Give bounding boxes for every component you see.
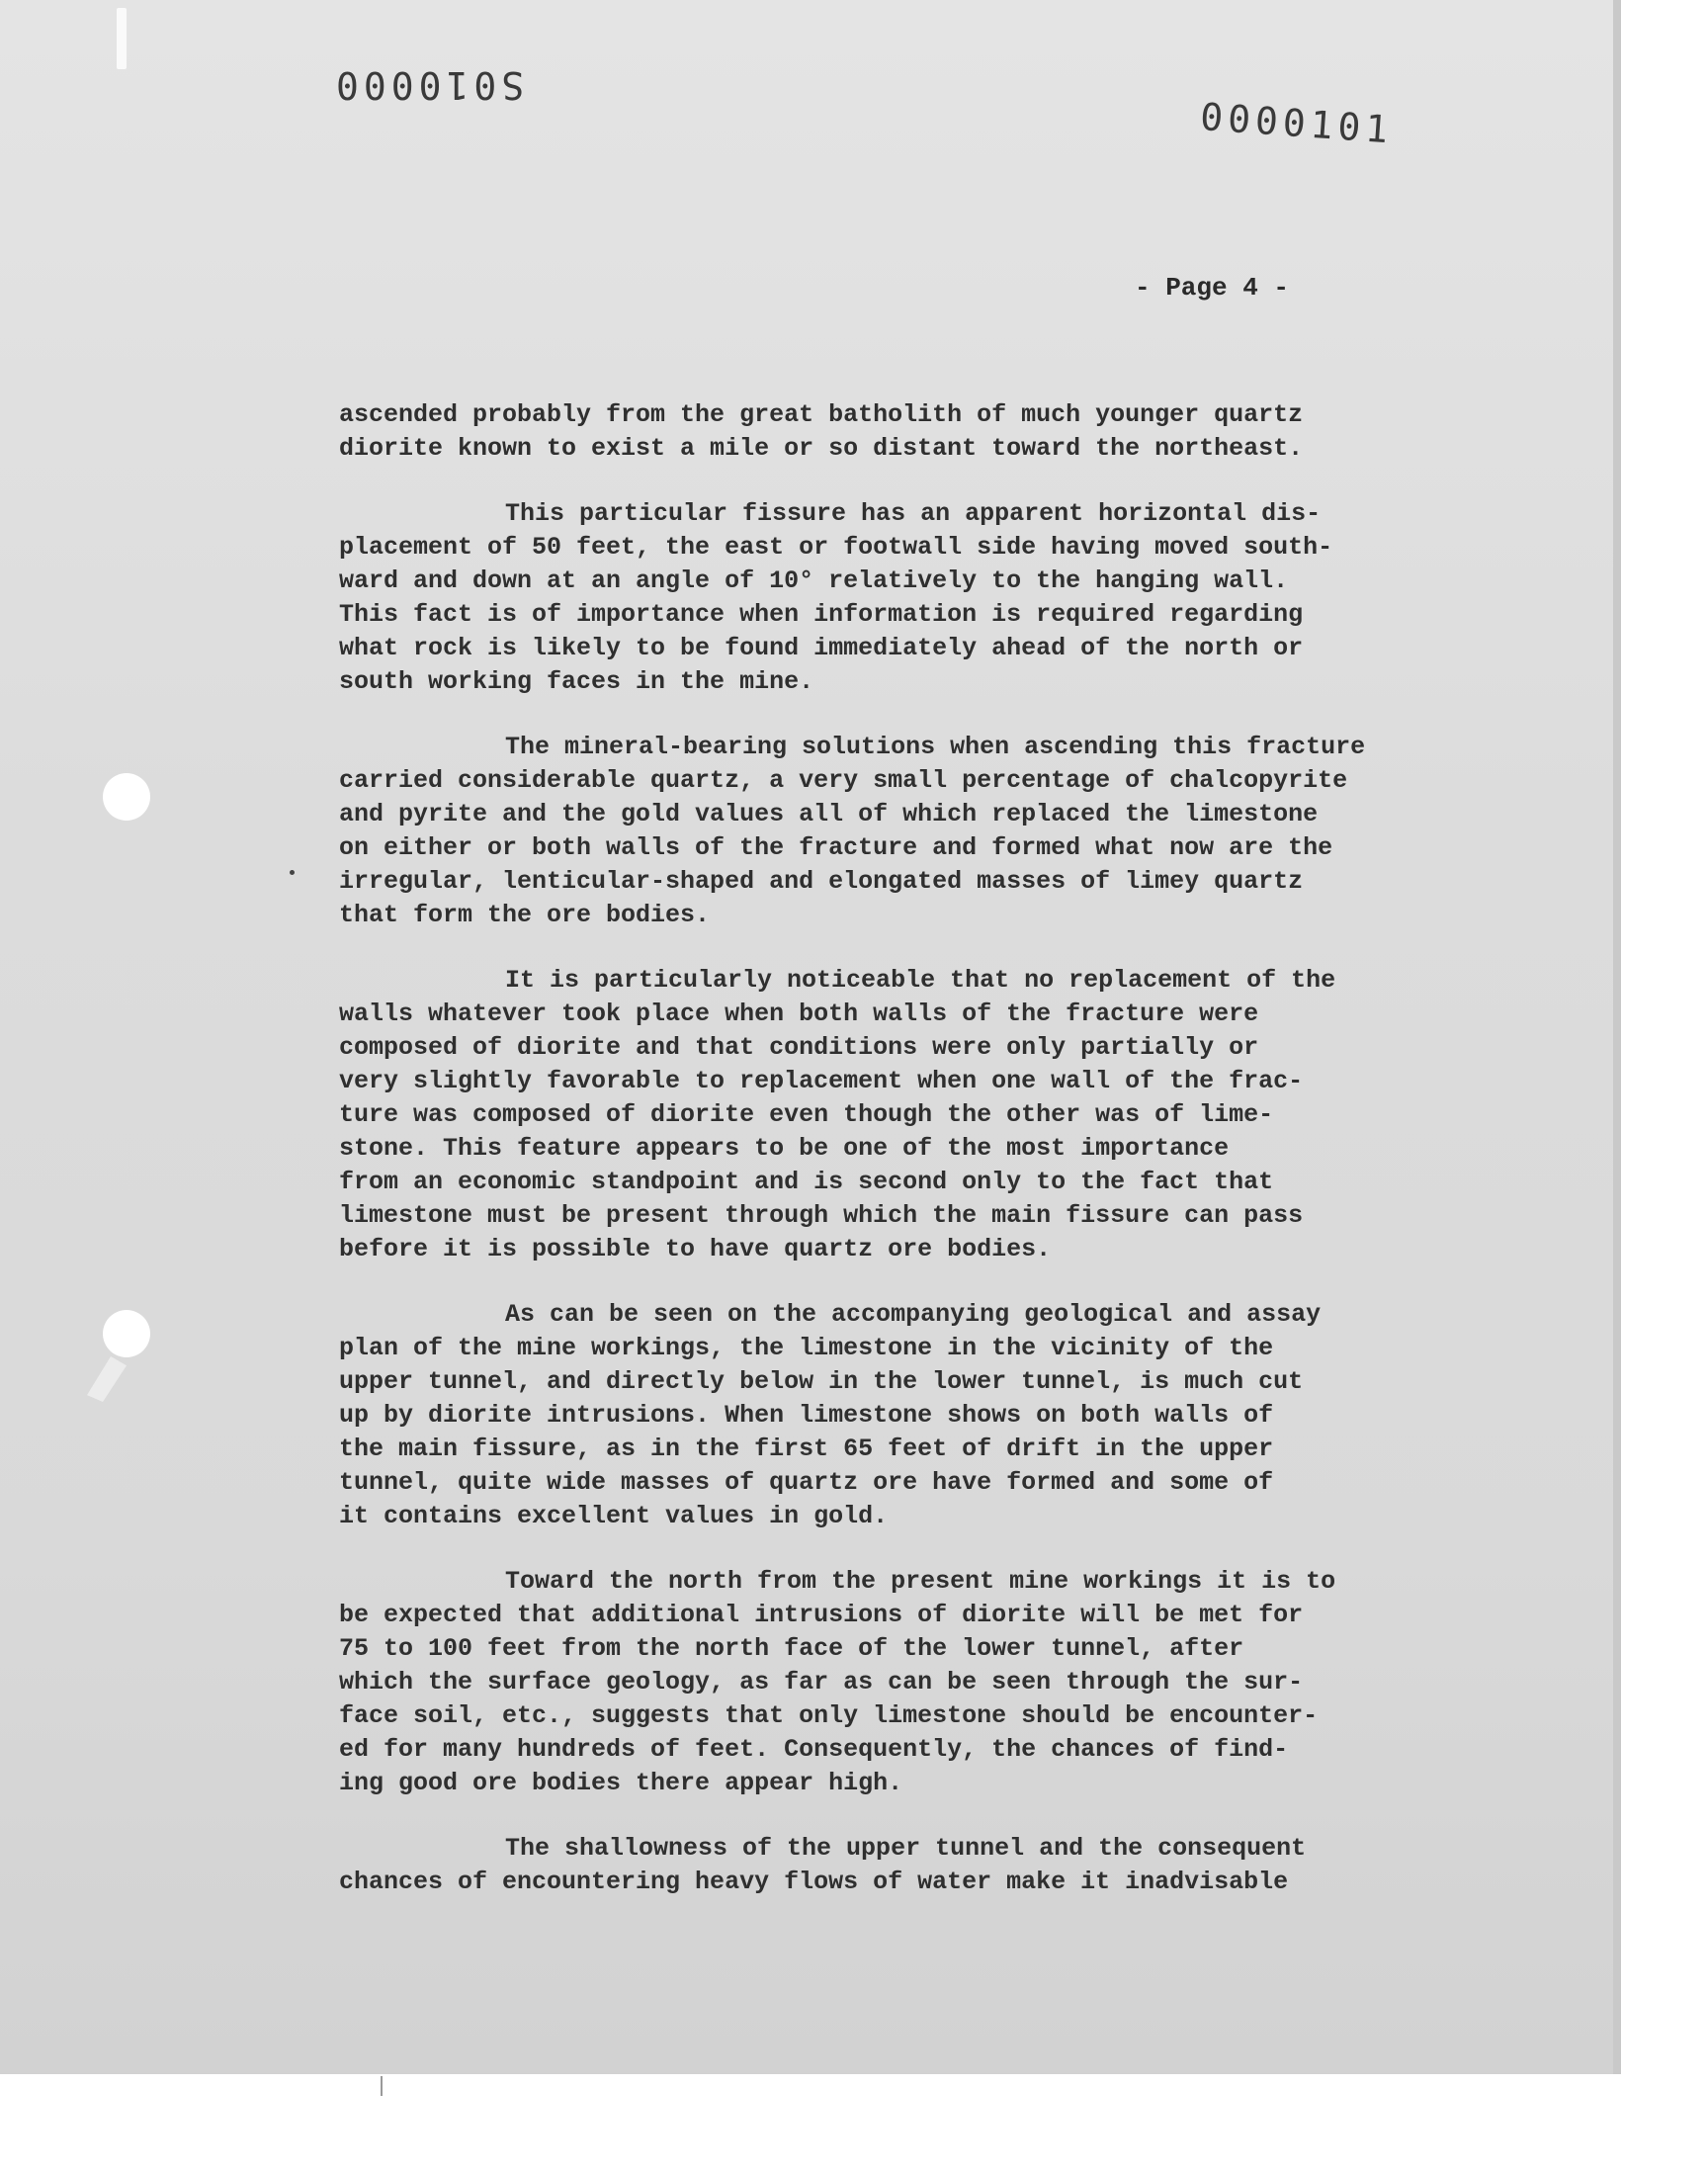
text-line: upper tunnel, and directly below in the lower tunnel, is much cut — [339, 1367, 1304, 1396]
text-line: As can be seen on the accompanying geological and assay — [505, 1300, 1322, 1329]
paragraph — [339, 1298, 1456, 1533]
text-line: The mineral-bearing solutions when ascending this fracture — [505, 733, 1366, 761]
text-line: ed for many hundreds of feet. Consequently, the chances of find- — [339, 1735, 1289, 1764]
text-line: composed of diorite and that conditions were only partially or — [339, 1033, 1259, 1062]
page-number: - Page 4 - — [1135, 273, 1290, 303]
text-line: ing good ore bodies there appear high. — [339, 1769, 903, 1797]
text-line: irregular, lenticular-shaped and elongated masses of limey quartz — [339, 867, 1304, 896]
text-line: that form the ore bodies. — [339, 901, 711, 929]
body-text — [339, 398, 1456, 1931]
paragraph — [339, 964, 1456, 1266]
text-line: limestone must be present through which the main fissure can pass — [339, 1201, 1304, 1230]
paragraph — [339, 497, 1456, 699]
paragraph — [339, 398, 1456, 466]
text-line: face soil, etc., suggests that only limestone should be encounter- — [339, 1701, 1319, 1730]
text-line: placement of 50 feet, the east or footwall side having moved south- — [339, 533, 1333, 562]
text-line: carried considerable quartz, a very small percentage of chalcopyrite — [339, 766, 1348, 795]
paragraph — [339, 1832, 1456, 1899]
text-line: be expected that additional intrusions of diorite will be met for — [339, 1601, 1304, 1629]
punch-hole-top — [103, 773, 150, 821]
page-edge-shadow — [1613, 0, 1621, 2074]
text-line: ascended probably from the great batholith of much younger quartz — [339, 400, 1304, 429]
text-line: up by diorite intrusions. When limestone shows on both walls of — [339, 1401, 1274, 1430]
text-line: ward and down at an angle of 10° relatively to the hanging wall. — [339, 566, 1289, 595]
text-line: on either or both walls of the fracture and formed what now are the — [339, 833, 1333, 862]
text-line: chances of encountering heavy flows of water make it inadvisable — [339, 1868, 1289, 1896]
text-line: Toward the north from the present mine workings it is to — [505, 1567, 1336, 1596]
text-line: very slightly favorable to replacement when one wall of the frac- — [339, 1067, 1304, 1095]
paragraph — [339, 1565, 1456, 1800]
document-id-stamp-right: 0000101 — [1198, 95, 1395, 152]
text-line: which the surface geology, as far as can be seen through the sur- — [339, 1668, 1304, 1696]
paragraph — [339, 731, 1456, 932]
text-line: what rock is likely to be found immediately ahead of the north or — [339, 634, 1304, 662]
text-line: it contains excellent values in gold. — [339, 1502, 889, 1530]
text-line: plan of the mine workings, the limestone in the vicinity of the — [339, 1334, 1274, 1362]
text-line: the main fissure, as in the first 65 feet of drift in the upper — [339, 1435, 1274, 1463]
text-line: This fact is of importance when information is required regarding — [339, 600, 1304, 629]
text-line: diorite known to exist a mile or so distant toward the northeast. — [339, 434, 1304, 463]
scan-streak — [117, 8, 127, 69]
punch-hole-bottom — [103, 1310, 150, 1357]
text-line: south working faces in the mine. — [339, 667, 814, 696]
document-id-stamp-left: S010000 — [331, 63, 525, 107]
text-line: from an economic standpoint and is second only to the fact that — [339, 1168, 1274, 1196]
stray-ink-dot — [290, 870, 295, 875]
scan-edge-mark — [381, 2076, 383, 2096]
text-line: It is particularly noticeable that no replacement of the — [505, 966, 1336, 995]
text-line: This particular fissure has an apparent horizontal dis- — [505, 499, 1322, 528]
text-line: walls whatever took place when both walls of the fracture were — [339, 1000, 1259, 1028]
text-line: before it is possible to have quartz ore bodies. — [339, 1235, 1052, 1263]
text-line: ture was composed of diorite even though the other was of lime- — [339, 1100, 1274, 1129]
text-line: stone. This feature appears to be one of the most importance — [339, 1134, 1230, 1163]
text-line: tunnel, quite wide masses of quartz ore have formed and some of — [339, 1468, 1274, 1497]
text-line: and pyrite and the gold values all of which replaced the limestone — [339, 800, 1319, 828]
text-line: 75 to 100 feet from the north face of the lower tunnel, after — [339, 1634, 1244, 1663]
text-line: The shallowness of the upper tunnel and the consequent — [505, 1834, 1307, 1863]
